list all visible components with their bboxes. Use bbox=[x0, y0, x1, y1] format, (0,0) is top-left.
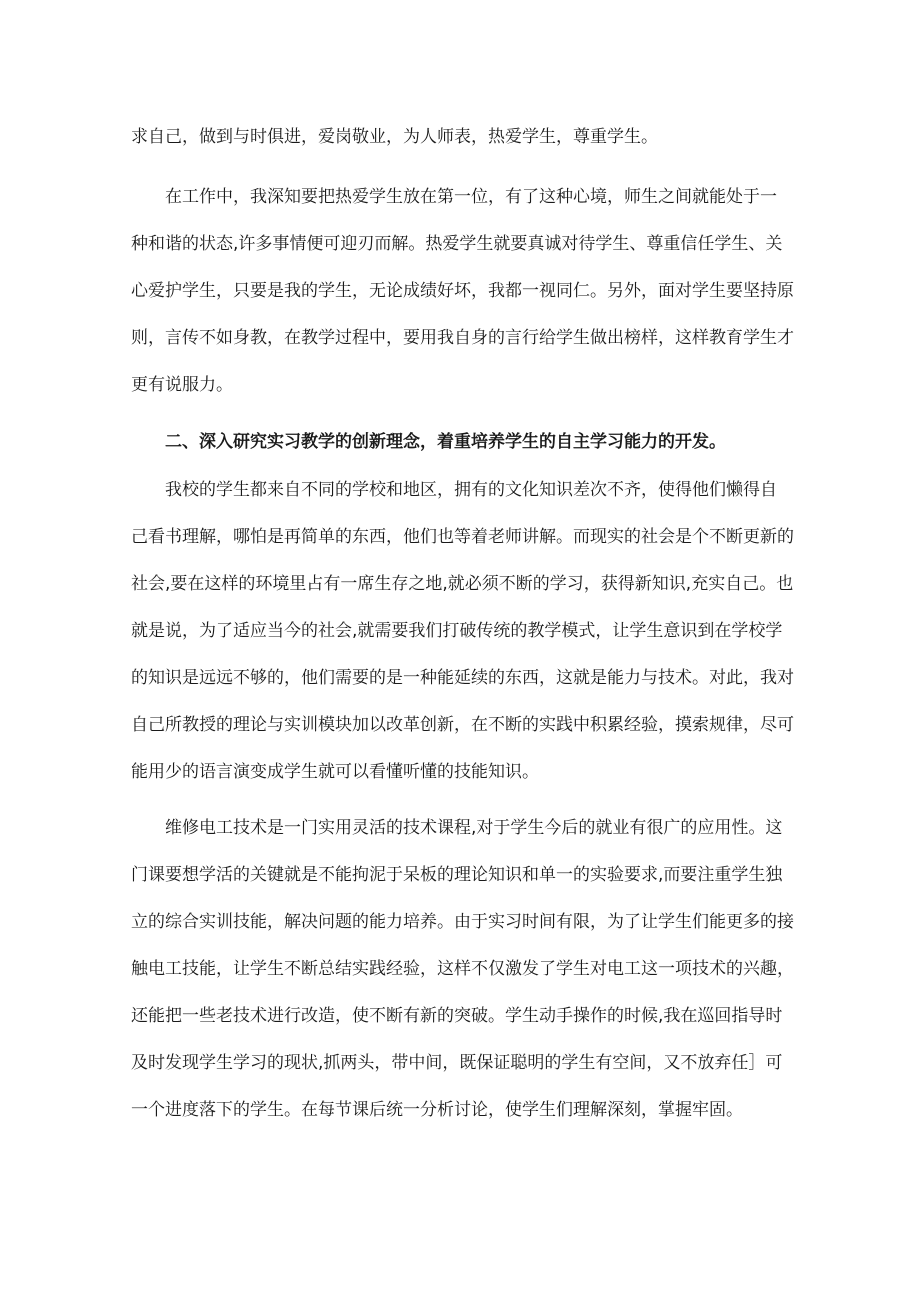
text-line: 心爱护学生，只要是我的学生，无论成绩好坏，我都一视同仁。另外，面对学生要坚持原 bbox=[131, 281, 794, 301]
text-line: 门课要想学活的关键就是不能拘泥于呆板的理论知识和单一的实验要求,而要注重学生独 bbox=[131, 865, 783, 885]
paragraph-first-line: 我校的学生都来自不同的学校和地区，拥有的文化知识差次不齐，使得他们懒得自 bbox=[165, 480, 777, 500]
text-line: 社会,要在这样的环境里占有一席生存之地,就必须不断的学习，获得新知识,充实自己。也 bbox=[131, 574, 794, 594]
text-line: 还能把一些老技术进行改造，使不断有新的突破。学生动手操作的时候,我在巡回指导时 bbox=[131, 1006, 783, 1026]
text-line: 求自己，做到与时俱进，爱岗敬业，为人师表，热爱学生，尊重学生。 bbox=[131, 127, 658, 147]
text-line: 更有说服力。 bbox=[131, 375, 233, 395]
text-line: 自己所教授的理论与实训模块加以改革创新，在不断的实践中积累经验，摸索规律，尽可 bbox=[131, 715, 794, 735]
text-line: 种和谐的状态,许多事情便可迎刃而解。热爱学生就要真诚对待学生、尊重信任学生、关 bbox=[131, 234, 783, 254]
text-line: 就是说，为了适应当今的社会,就需要我们打破传统的教学模式，让学生意识到在学校学 bbox=[131, 621, 783, 641]
text-line: 触电工技能，让学生不断总结实践经验，这样不仅激发了学生对电工这一项技术的兴趣， bbox=[131, 959, 794, 979]
section-heading: 二、深入研究实习教学的创新理念，着重培养学生的自主学习能力的开发。 bbox=[165, 432, 726, 452]
paragraph-first-line: 维修电工技术是一门实用灵活的技术课程,对于学生今后的就业有很广的应用性。这 bbox=[165, 818, 783, 838]
text-line: 能用少的语言演变成学生就可以看懂听懂的技能知识。 bbox=[131, 762, 539, 782]
text-line: 己看书理解，哪怕是再简单的东西，他们也等着老师讲解。而现实的社会是个不断更新的 bbox=[131, 527, 794, 547]
text-line: 则，言传不如身教，在教学过程中，要用我自身的言行给学生做出榜样，这样教育学生才 bbox=[131, 328, 794, 348]
paragraph-first-line: 在工作中，我深知要把热爱学生放在第一位，有了这种心境，师生之间就能处于一 bbox=[165, 187, 777, 207]
text-line: 一个进度落下的学生。在每节课后统一分析讨论，使学生们理解深刻，掌握牢固。 bbox=[131, 1100, 743, 1120]
text-line: 及时发现学生学习的现状,抓两头，带中间，既保证聪明的学生有空间，又不放弃任］可 bbox=[131, 1053, 783, 1073]
text-line: 的知识是远远不够的，他们需要的是一种能延续的东西，这就是能力与技术。对此，我对 bbox=[131, 668, 794, 688]
text-line: 立的综合实训技能，解决问题的能力培养。由于实习时间有限，为了让学生们能更多的接 bbox=[131, 912, 794, 932]
